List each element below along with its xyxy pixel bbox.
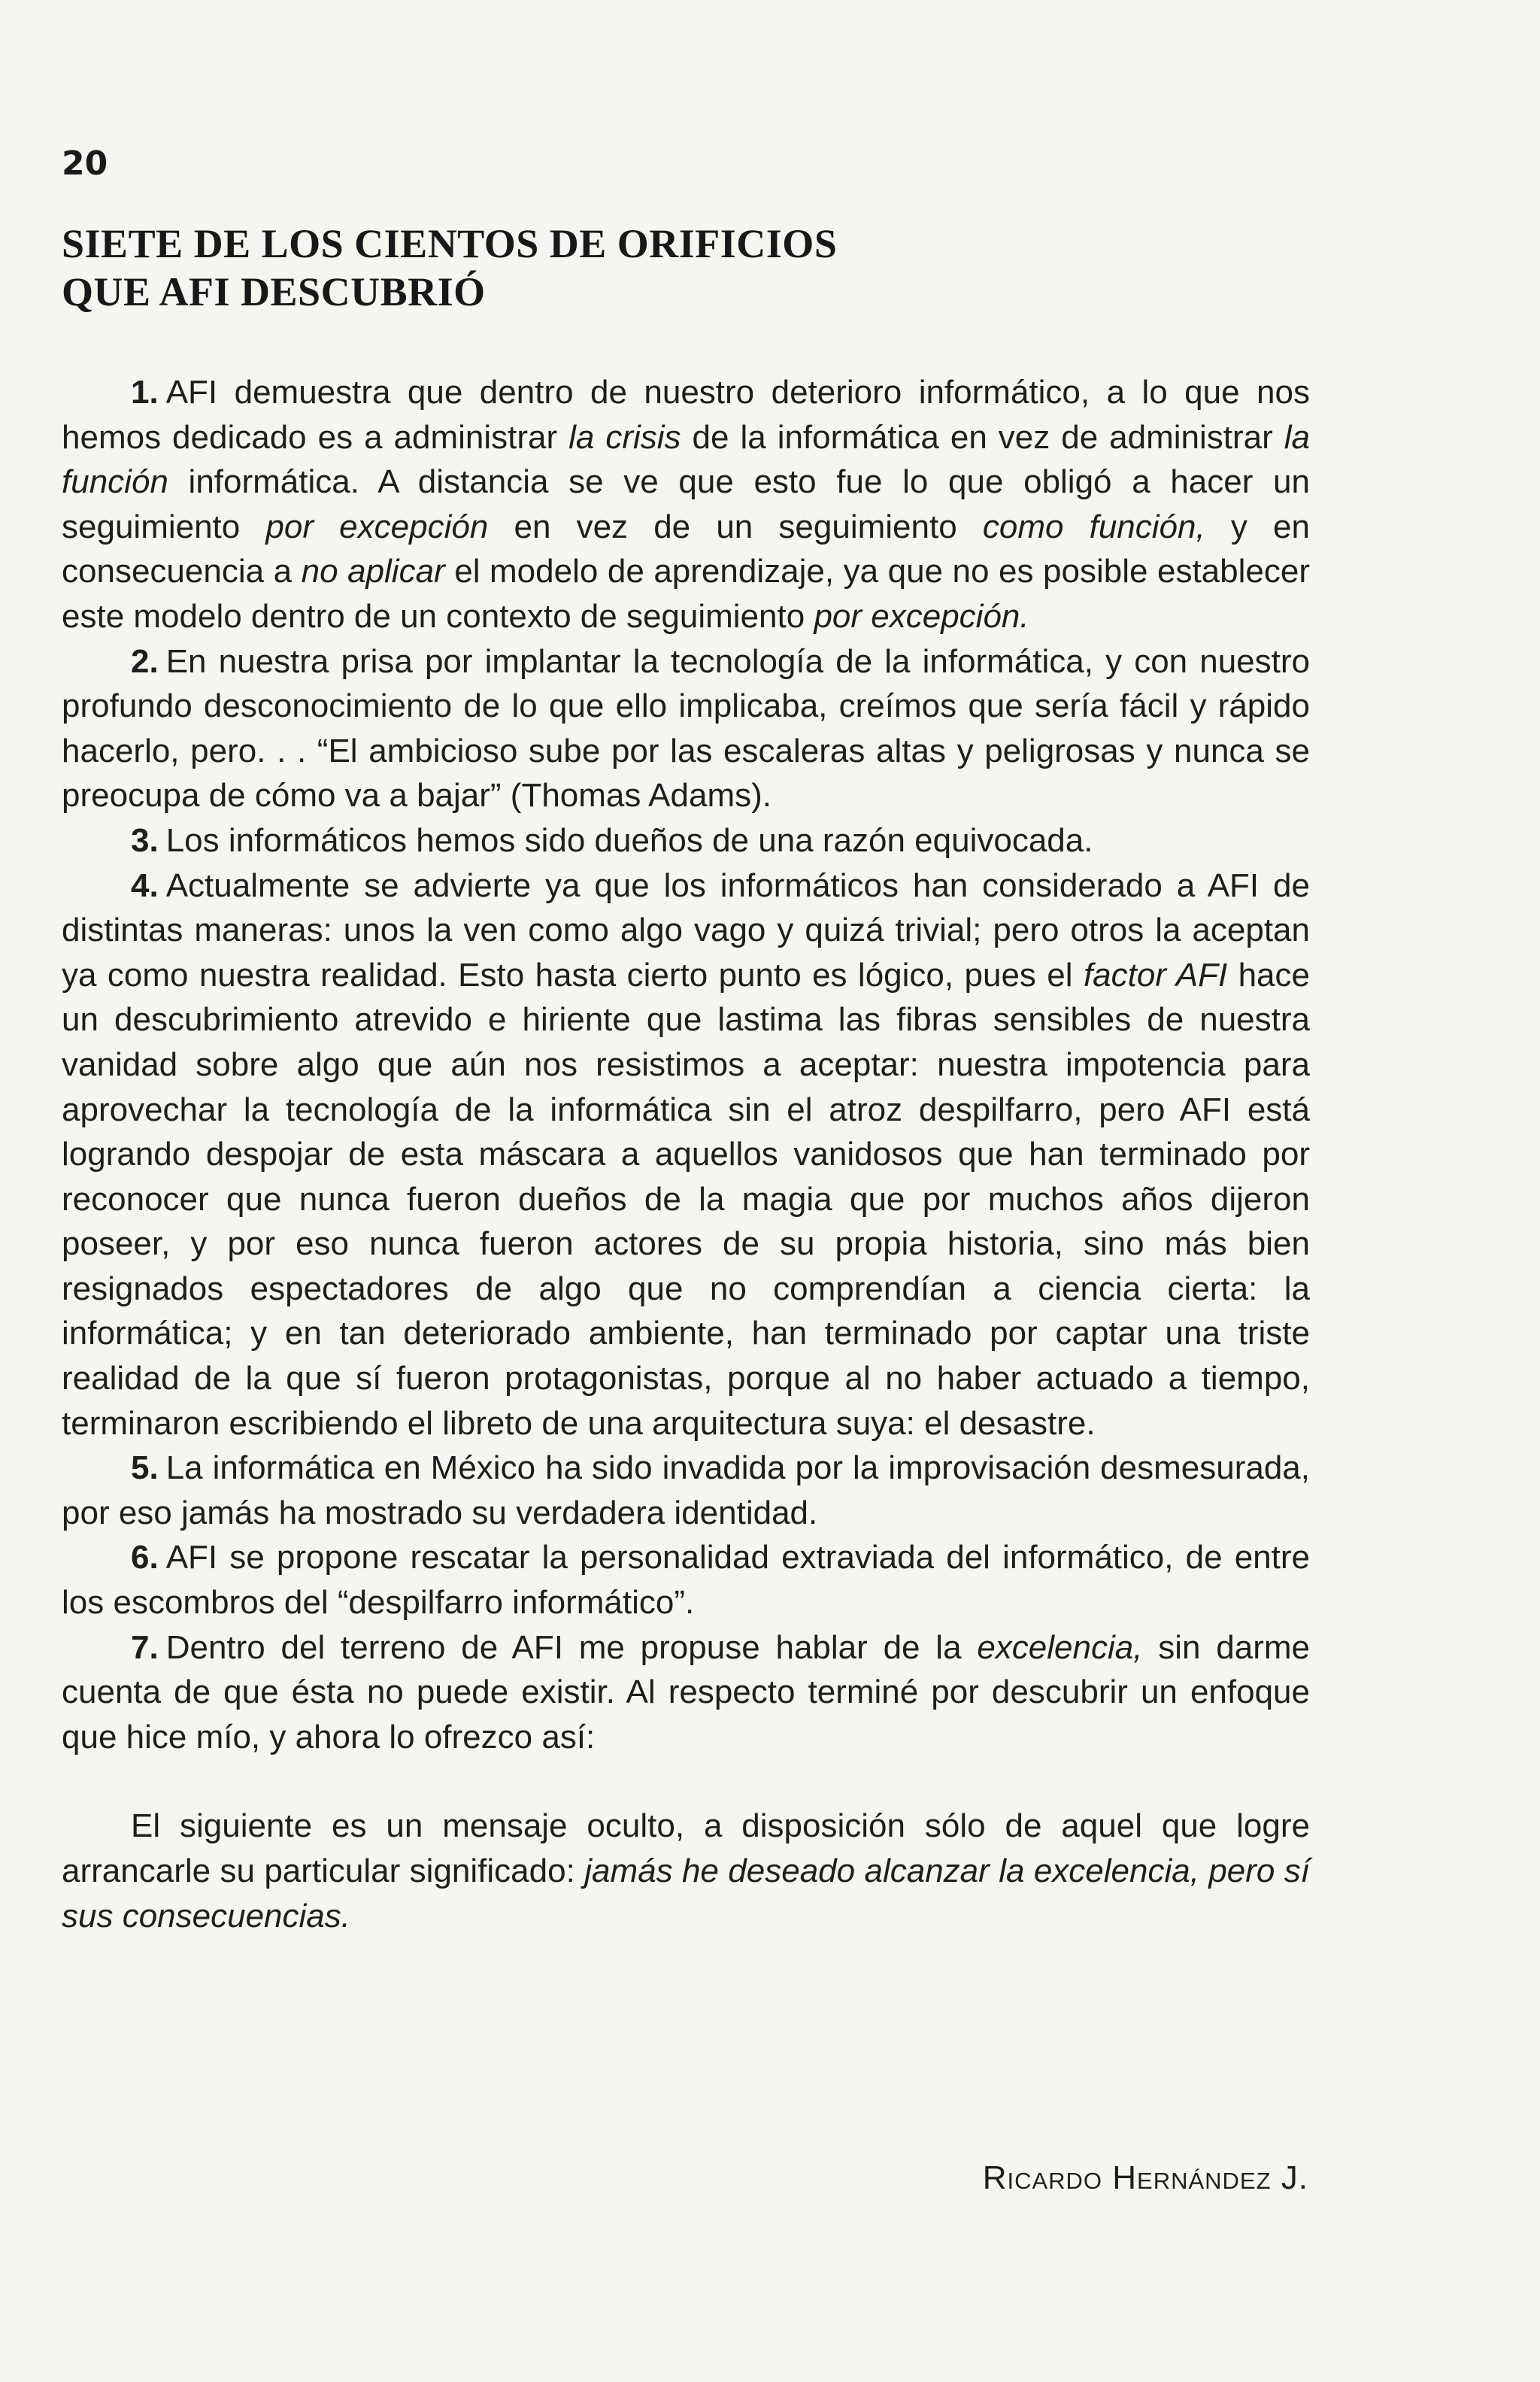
closing-paragraph — [62, 1804, 1310, 1938]
item-number: 3. — [131, 821, 159, 859]
item-emphasis: excelencia, — [977, 1628, 1143, 1666]
closing-emphasis: jamás he deseado alcanzar la excelencia, pero sí sus consecuencias. — [62, 1852, 1311, 1934]
item-emphasis: factor AFI — [1083, 956, 1228, 994]
author-signature: Ricardo Hernández J. — [982, 2159, 1308, 2196]
item-number: 4. — [131, 866, 159, 904]
item-number: 1. — [131, 374, 159, 411]
item-number: 7. — [131, 1628, 159, 1666]
body-text — [62, 370, 1310, 1938]
heading-line-2: QUE AFI DESCUBRIÓ — [62, 269, 486, 314]
item-text: AFI demuestra que dentro de nuestro deterioro informático, a lo que nos hemos dedicado es a administrar — [62, 374, 1310, 456]
heading-line-1: SIETE DE LOS CIENTOS DE ORIFICIOS — [62, 221, 838, 266]
item-text: en vez de un seguimiento — [488, 508, 983, 545]
item-text: hace un descubrimiento atrevido e hiriente que lastima las fibras sensibles de nuestra vanidad sobre algo que aún nos resistimos a aceptar: nuestra impotencia para aprovechar la tecnología de la informática sin el atroz despilfarro, pero AFI está logrando despojar de esta máscara a aquellos vanidosos que han terminado por reconocer que nunca fueron dueños de la magia que por muchos años dijeron poseer, y por eso nunca fueron actores de su propia historia, sino más bien resignados espectadores de algo que no comprendían a ciencia cierta: la informática; y en tan deteriorado ambiente, han terminado por captar una triste realidad de la que sí fueron protagonistas, porque al no haber actuado a tiempo, terminaron escribiendo el libreto de una arquitectura suya: el desastre. — [62, 956, 1311, 1442]
item-text: sin darme cuenta de que ésta no puede existir. Al respecto terminé por descubrir un enfoque que hice mío, y ahora lo ofrezco así: — [62, 1628, 1310, 1755]
item-text: Actualmente se advierte ya que los informáticos han considerado a AFI de distintas maneras: unos la ven como algo vago y quizá trivial; pero otros la aceptan ya como nuestra realidad. Esto hasta cierto punto es lógico, pues el — [62, 866, 1310, 994]
item-emphasis: la función — [62, 418, 1310, 501]
list-item-2 — [62, 639, 1310, 818]
item-emphasis: por excepción — [265, 508, 489, 545]
page-number: 20 — [62, 144, 108, 183]
item-text: y en consecuencia a — [62, 508, 1310, 590]
list-item-4 — [62, 863, 1310, 1446]
item-number: 6. — [131, 1539, 159, 1576]
item-text: Dentro del terreno de AFI me propuse hablar de la — [165, 1628, 978, 1666]
item-text: La informática en México ha sido invadida por la improvisación desmesurada, por eso jamás ha mostrado su verdadera identidad. — [62, 1449, 1310, 1531]
closing-text: El siguiente es un mensaje oculto, a disposición sólo de aquel que logre arrancarle su particular significado: — [62, 1807, 1310, 1889]
item-text: informática. A distancia se ve que esto fue lo que obligó a hacer un seguimiento — [62, 463, 1310, 545]
list-item-5 — [62, 1446, 1310, 1535]
list-item-3 — [62, 818, 1310, 863]
list-item-1 — [62, 370, 1310, 639]
section-heading — [62, 220, 1265, 316]
list-item-7 — [62, 1625, 1310, 1760]
item-text: Los informáticos hemos sido dueños de una razón equivocada. — [165, 821, 1093, 859]
item-emphasis: como función, — [982, 508, 1205, 545]
item-text: de la informática en vez de administrar — [681, 418, 1284, 456]
item-emphasis: por excepción. — [814, 597, 1029, 635]
item-text: AFI se propone rescatar la personalidad extraviada del informático, de entre los escombros del “despilfarro informático”. — [62, 1539, 1310, 1622]
item-emphasis: no aplicar — [301, 553, 445, 590]
list-item-6 — [62, 1535, 1310, 1625]
item-emphasis: la crisis — [568, 418, 681, 456]
item-text: el modelo de aprendizaje, ya que no es posible establecer este modelo dentro de un contexto de seguimiento — [62, 553, 1310, 635]
item-number: 2. — [131, 642, 159, 680]
item-text: En nuestra prisa por implantar la tecnología de la informática, y con nuestro profundo desconocimiento de lo que ello implicaba, creímos que sería fácil y rápido hacerlo, pero. . . “El ambicioso sube por las escaleras altas y peligrosas y nunca se preocupa de cómo va a bajar” (Thomas Adams). — [62, 642, 1310, 815]
item-number: 5. — [131, 1449, 159, 1487]
